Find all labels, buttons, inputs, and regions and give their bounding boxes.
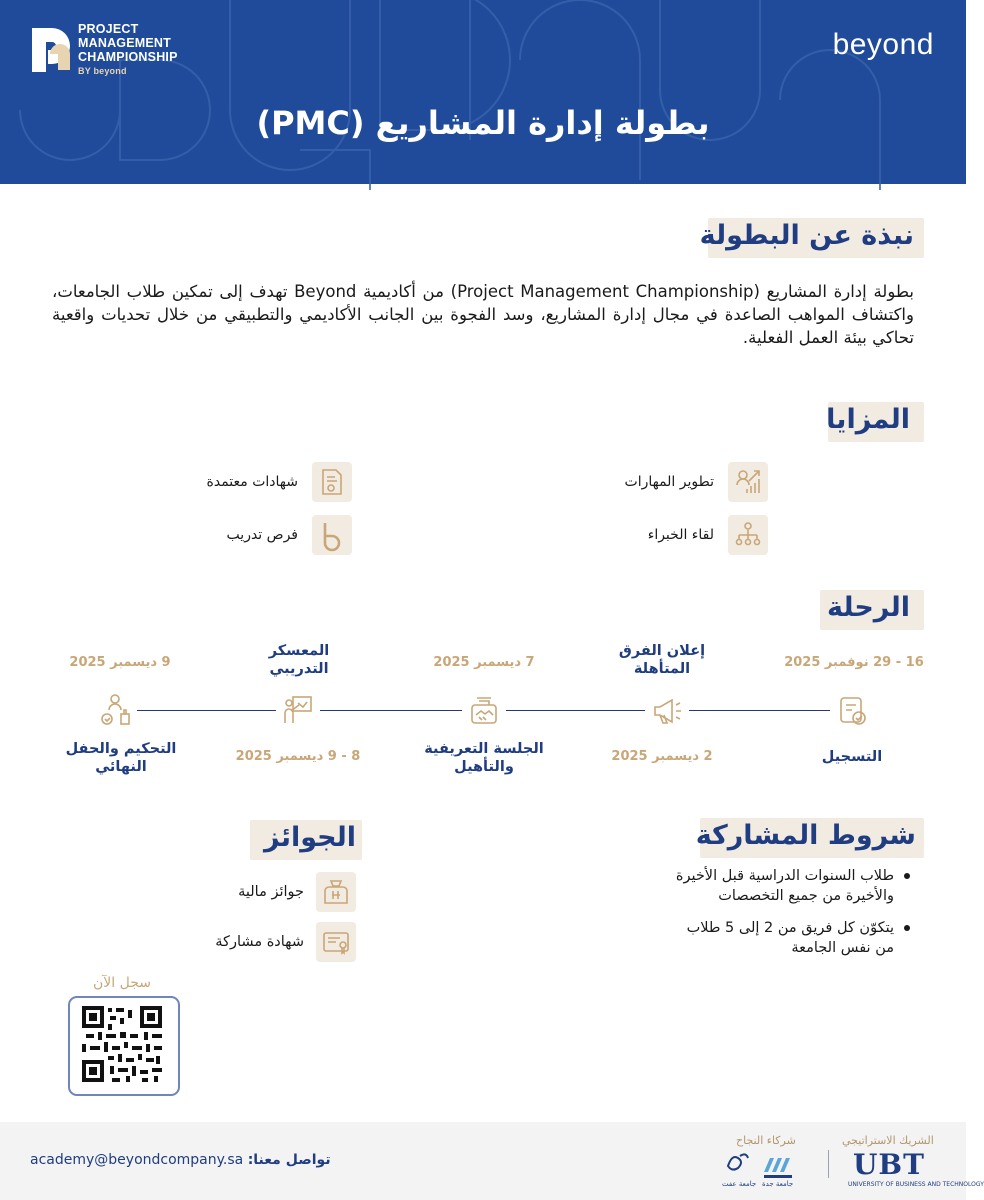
beyond-b-icon [312,515,352,555]
step-registration-name: التسجيل [821,749,883,765]
step-final-date: 9 ديسمبر 2025 [69,655,171,670]
step-session-name [424,740,544,776]
step-teams-name [602,642,722,678]
footer [0,1122,966,1200]
skills-growth-icon [728,462,768,502]
ubt-subtitle: UNIVERSITY OF BUSINESS AND TECHNOLOGY [848,1181,984,1188]
header-banner [0,0,966,184]
pmc-logo-icon [30,24,72,72]
footer-divider [828,1150,829,1178]
partner-effat-label: جامعة عفت [722,1180,757,1188]
step-bootcamp-date: 8 - 9 ديسمبر 2025 [235,749,361,764]
advantage-label: فرص تدريب [226,527,298,543]
handshake-icon [462,688,506,732]
register-qr-code[interactable] [68,996,180,1096]
step-final-label: التحكيم والحفل النهائي [65,741,177,775]
advantage-label: شهادات معتمدة [206,474,298,490]
certificate-icon [312,462,352,502]
university-jeddah-logo-icon [760,1150,796,1182]
step-teams-label: إعلان الفرق المتأهلة [618,643,706,677]
step-bootcamp-name [244,642,354,678]
advantage-skills [625,462,768,502]
experts-network-icon [728,515,768,555]
about-heading: نبذة عن البطولة [699,220,914,251]
advantage-training [227,515,352,555]
prize-certificate [215,922,356,962]
conditions-heading: شروط المشاركة [695,820,916,851]
prize-label: جوائز مالية [238,884,304,900]
advantages-heading: المزايا [826,404,910,435]
prize-label: شهادة مشاركة [215,934,304,950]
condition-item: يتكوّن كل فريق من 2 إلى 5 طلاب من نفس الجامعة [664,918,894,958]
prize-money [238,872,356,912]
presentation-icon [276,688,320,732]
pmc-logo-text [78,22,178,78]
step-final-name [56,740,186,776]
journey-heading: الرحلة [826,592,910,623]
strategic-partner-label: الشريك الاستراتيجي [842,1134,934,1147]
award-icon [93,688,137,732]
logo-line-3: CHAMPIONSHIP [78,50,178,64]
condition-item: طلاب السنوات الدراسية قبل الأخيرة والأخيرة من جميع التخصصات [664,866,894,906]
footer-contact [30,1152,331,1168]
step-teams-date: 2 ديسمبر 2025 [611,749,713,764]
partner-jeddah-label: جامعة جدة [762,1180,794,1188]
prizes-heading: الجوائز [264,822,356,853]
megaphone-icon [645,688,689,732]
money-prize-icon [316,872,356,912]
page-title: بطولة إدارة المشاريع (PMC) [256,104,710,142]
logo-by-beyond: BY beyond [78,66,127,76]
advantage-experts [648,515,768,555]
step-registration-date: 16 - 29 نوفمبر 2025 [784,655,924,670]
partners-label: شركاء النجاح [736,1134,796,1147]
contact-email-link[interactable]: academy@beyondcompany.sa [30,1152,244,1168]
participation-certificate-icon [316,922,356,962]
step-session-label: الجلسة التعريفية والتأهيل [424,741,544,775]
advantage-label: تطوير المهارات [624,474,714,490]
step-session-date: 7 ديسمبر 2025 [433,655,535,670]
beyond-brand-logo: beyond [832,28,934,61]
step-bootcamp-label: المعسكر التدريبي [268,643,330,677]
effat-university-logo-icon [722,1148,754,1178]
advantage-label: لقاء الخبراء [647,527,714,543]
advantage-certificates [207,462,352,502]
qr-code-icon[interactable] [70,998,174,1090]
register-now-label: سجل الآن [93,975,151,991]
logo-line-1: PROJECT [78,22,139,36]
registration-icon [830,688,874,732]
logo-line-2: MANAGEMENT [78,36,171,50]
ubt-logo: UBT [853,1148,925,1181]
about-paragraph: بطولة إدارة المشاريع (Project Management Championship) من أكاديمية Beyond تهدف إلى تمكين طلاب الجامعات، واكتشاف المواهب الصاعدة في مجال إدارة المشاريع، وسد الفجوة بين الجانب الأكاديمي والتطبيقي من خلال تحديات واقعية تحاكي بيئة العمل الفعلية. [52,282,914,347]
contact-label: تواصل معنا: [247,1152,331,1168]
